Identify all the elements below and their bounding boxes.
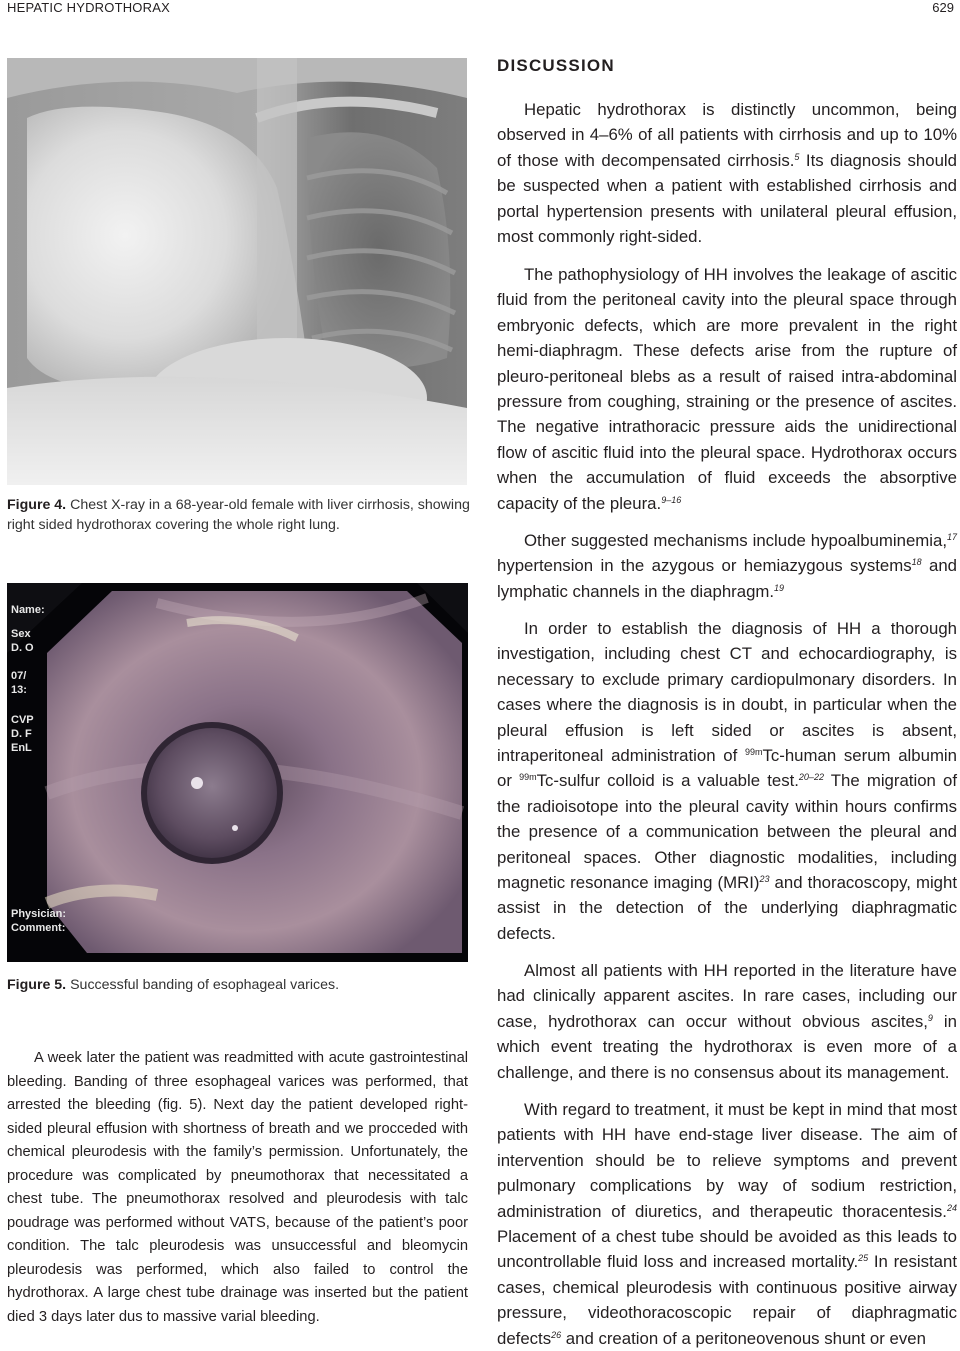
citation: 25 (858, 1253, 869, 1264)
overlay-d: D. O (11, 642, 34, 654)
chest-xray-image (7, 58, 467, 485)
citation: 9–16 (661, 494, 682, 505)
citation: 24 (946, 1202, 957, 1213)
citation: 23 (759, 874, 770, 885)
figure-5-label: Figure 5. (7, 977, 67, 993)
page-number: 629 (932, 0, 954, 15)
citation: 20–22 (798, 772, 824, 783)
running-title: HEPATIC HYDROTHORAX (7, 0, 170, 15)
figure-5-caption-text: Successful banding of esophageal varices. (70, 977, 340, 993)
citation: 19 (774, 582, 785, 593)
discussion-paragraph-6: With regard to treatment, it must be kept in mind that most patients with HH have end-stage liver disease. The aim of intervention should be to relieve symptoms and prevent pulmonary complications by way of sodium restriction, administration of diuretics, and therapeutic thoracentesis.$^{24}$ Placement of a chest tube should be avoided as this leads to uncontrollable fluid loss and increased mortality.$^{25}$ In resistant cases, chemical pleurodesis with continuous positive airway pressure, videothoracoscopic repair of diaphragmatic defects$^{26}$ and creation of a peritoneovenous shunt or even (497, 1100, 957, 1348)
discussion-paragraph-1: Hepatic hydrothorax is distinctly uncommon, being observed in 4–6% of all patients with cirrhosis and up to 10% of those with decompensated cirrhosis.$^5$ Its diagnosis should be suspected when a patient with established cirrhosis and portal hypertension presents with unilateral pleural effusion, most commonly right-sided. (497, 100, 957, 247)
running-head (7, 0, 954, 16)
figure-5-endoscopy (7, 583, 468, 962)
citation: 26 (551, 1329, 562, 1340)
figure-4-caption-text: Chest X-ray in a 68-year-old female with liver cirrhosis, showing right sided hydrothorax covering the whole right lung. (7, 497, 470, 533)
citation: 17 (946, 532, 957, 542)
discussion-paragraph-5: Almost all patients with HH reported in the literature have had clinically apparent ascites. In rare cases, including our case, hydrothorax can occur without obvious ascites,$^9$ in which event treating the hydrothorax is even more of a challenge, and there is no consensus about its management. (497, 961, 957, 1082)
figure-4-chest-xray (7, 58, 467, 485)
discussion-paragraph-4: In order to establish the diagnosis of HH a thorough investigation, including chest CT and echocardiography, is necessary to exclude primary cardiopulmonary disorders. In cases where the diagnosis is in doubt, in particular when the pleural effusion is left sided or ascites is absent, intraperitoneal administration of $^{99m}$Tc-human serum albumin or $^{99m}$Tc-sulfur colloid is a valuable test.$^{20-22}$ The migration of the radioisotope into the pleural cavity within hours confirms the presence of a communication between the pleural and peritoneal spaces. Other diagnostic modalities, including magnetic resonance imaging (MRI)$^{23}$ and thoracoscopy, might assist in the detection of the underlying diaphragmatic defects. (497, 619, 958, 943)
discussion-paragraph-3: Other suggested mechanisms include hypoalbuminemia,$^{17}$ hypertension in the azygous or hemiazygous systems$^{18}$ and lymphatic channels in the diaphragm.$^{19}$ (497, 531, 957, 601)
overlay-df: D. F (11, 728, 32, 740)
citation: 18 (911, 557, 922, 568)
overlay-time: 13: (11, 684, 27, 696)
discussion-paragraph-2: The pathophysiology of HH involves the leakage of ascitic fluid from the peritoneal cavity into the pleural space through embryonic defects, which are more prevalent in the right hemi-diaphragm. These defects arise from the rupture of pleuro-peritoneal blebs as a result of raised intra-abdominal pressure from coughing, straining or the presence of ascites. The negative intrathoracic pressure aids the unidirectional flow of ascitic fluid into the pleural space. Hydrothorax occurs when the accumulation of fluid exceeds the absorptive capacity of the pleura.$^{9-16}$ (497, 265, 957, 513)
isotope-prefix: 99m (744, 747, 763, 758)
overlay-enl: EnL (11, 742, 32, 754)
figure-5-caption (7, 975, 477, 995)
overlay-cvp: CVP (11, 714, 34, 726)
citation: 9 (927, 1012, 933, 1023)
figure-4-caption (7, 495, 477, 535)
citation: 5 (794, 151, 800, 162)
isotope-prefix: 99m (519, 772, 537, 783)
overlay-sex: Sex (11, 628, 31, 640)
endoscopy-image (7, 583, 468, 962)
case-paragraph (7, 1047, 468, 1329)
figure-4-label: Figure 4. (7, 497, 67, 513)
overlay-physician: Physician: (11, 908, 67, 920)
overlay-name: Name: (11, 604, 45, 616)
overlay-comment: Comment: (11, 922, 66, 934)
case-paragraph-text: A week later the patient was readmitted with acute gastrointestinal bleeding. Banding of three esophageal varices was performed, that arrested the bleeding (fig. 5). Next day the patient developed right-sided pleural effusion with shortness of breath and we procceded with chemical pleurodesis with the family’s permission. Unfortunately, the procedure was complicated by pneumothorax that necessitated a chest tube. The pneumothorax resolved and pleurodesis with talc poudrage was performed without VATS, because of the patient’s poor condition. The talc pleurodesis was unsuccessful and bleomycin pleurodesis was performed, which also failed to control the hydrothorax. A large chest tube drainage was inserted but the patient died 3 days later dus to massive varial bleeding. (7, 1050, 468, 1325)
discussion-heading: DISCUSSION (497, 56, 615, 75)
overlay-date: 07/ (11, 670, 27, 682)
